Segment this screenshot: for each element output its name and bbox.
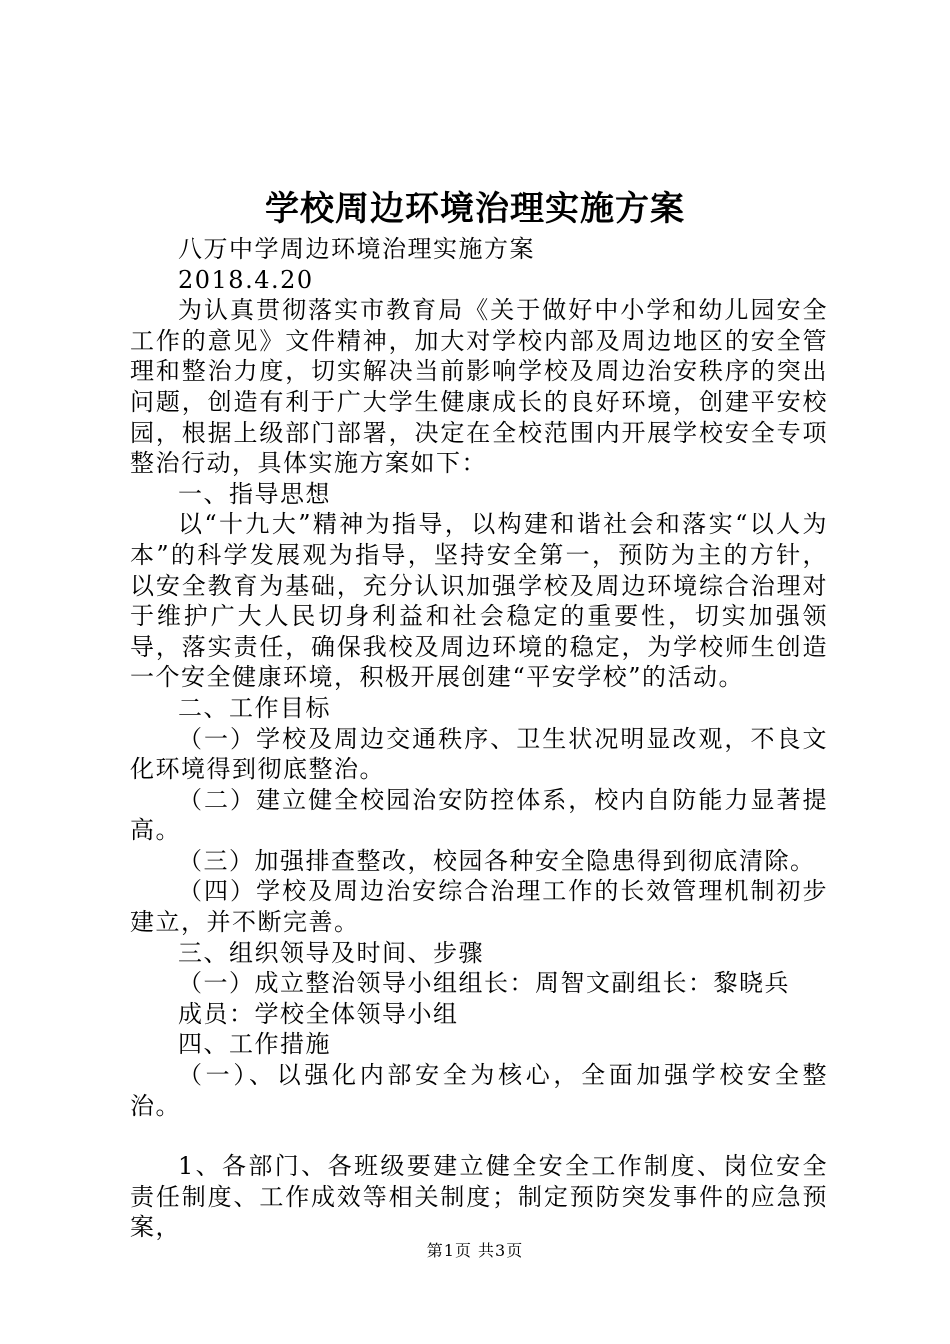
paragraph-goal-3: （三）加强排查整改，校园各种安全隐患得到彻底清除。 <box>178 846 816 875</box>
paragraph-subtitle: 八万中学周边环境治理实施方案 <box>178 235 535 263</box>
section-heading-guiding-ideology: 一、指导思想 <box>178 479 331 508</box>
page-footer: 第1页 共3页 <box>426 1241 524 1260</box>
paragraph-guiding-ideology: 以“十九大”精神为指导，以构建和谐社会和落实“以人为本”的科学发展观为指导，坚持安全第一，预防为主的方针，以安全教育为基础，充分认识加强学校及周边环境综合治理对于维护广大人民切身利益和社会稳定的重要性，切实加强领导，落实责任，确保我校及周边环境的稳定，为学校师生创造一个安全健康环境，积极开展创建“平安学校”的活动。 <box>130 510 828 692</box>
paragraph-members: 成员：学校全体领导小组 <box>178 999 459 1028</box>
document-title: 学校周边环境治理实施方案 <box>265 189 685 229</box>
paragraph-measure-1-item-1: 1、各部门、各班级要建立健全安全工作制度、岗位安全责任制度、工作成效等相关制度；制定预防突发事件的应急预案， <box>130 1152 828 1242</box>
section-heading-work-goals: 二、工作目标 <box>178 693 331 722</box>
paragraph-date: 2018.4.20 <box>178 265 314 294</box>
paragraph-goal-1: （一）学校及周边交通秩序、卫生状况明显改观，不良文化环境得到彻底整治。 <box>130 724 828 784</box>
paragraph-measure-1: （一）、以强化内部安全为核心，全面加强学校安全整治。 <box>130 1061 828 1120</box>
section-heading-work-measures: 四、工作措施 <box>178 1030 331 1059</box>
section-heading-organization: 三、组织领导及时间、步骤 <box>178 938 484 967</box>
paragraph-goal-4: （四）学校及周边治安综合治理工作的长效管理机制初步建立，并不断完善。 <box>130 877 828 937</box>
paragraph-goal-2: （二）建立健全校园治安防控体系，校内自防能力显著提高。 <box>130 785 828 845</box>
paragraph-intro: 为认真贯彻落实市教育局《关于做好中小学和幼儿园安全工作的意见》文件精神，加大对学校内部及周边地区的安全管理和整治力度，切实解决当前影响学校及周边治安秩序的突出问题，创造有利于广大学生健康成长的良好环境，创建平安校园，根据上级部门部署，决定在全校范围内开展学校安全专项整治行动，具体实施方案如下： <box>130 296 828 478</box>
document-body <box>130 234 828 1243</box>
paragraph-leadership-group: （一）成立整治领导小组组长：周智文副组长：黎晓兵 <box>178 969 790 998</box>
